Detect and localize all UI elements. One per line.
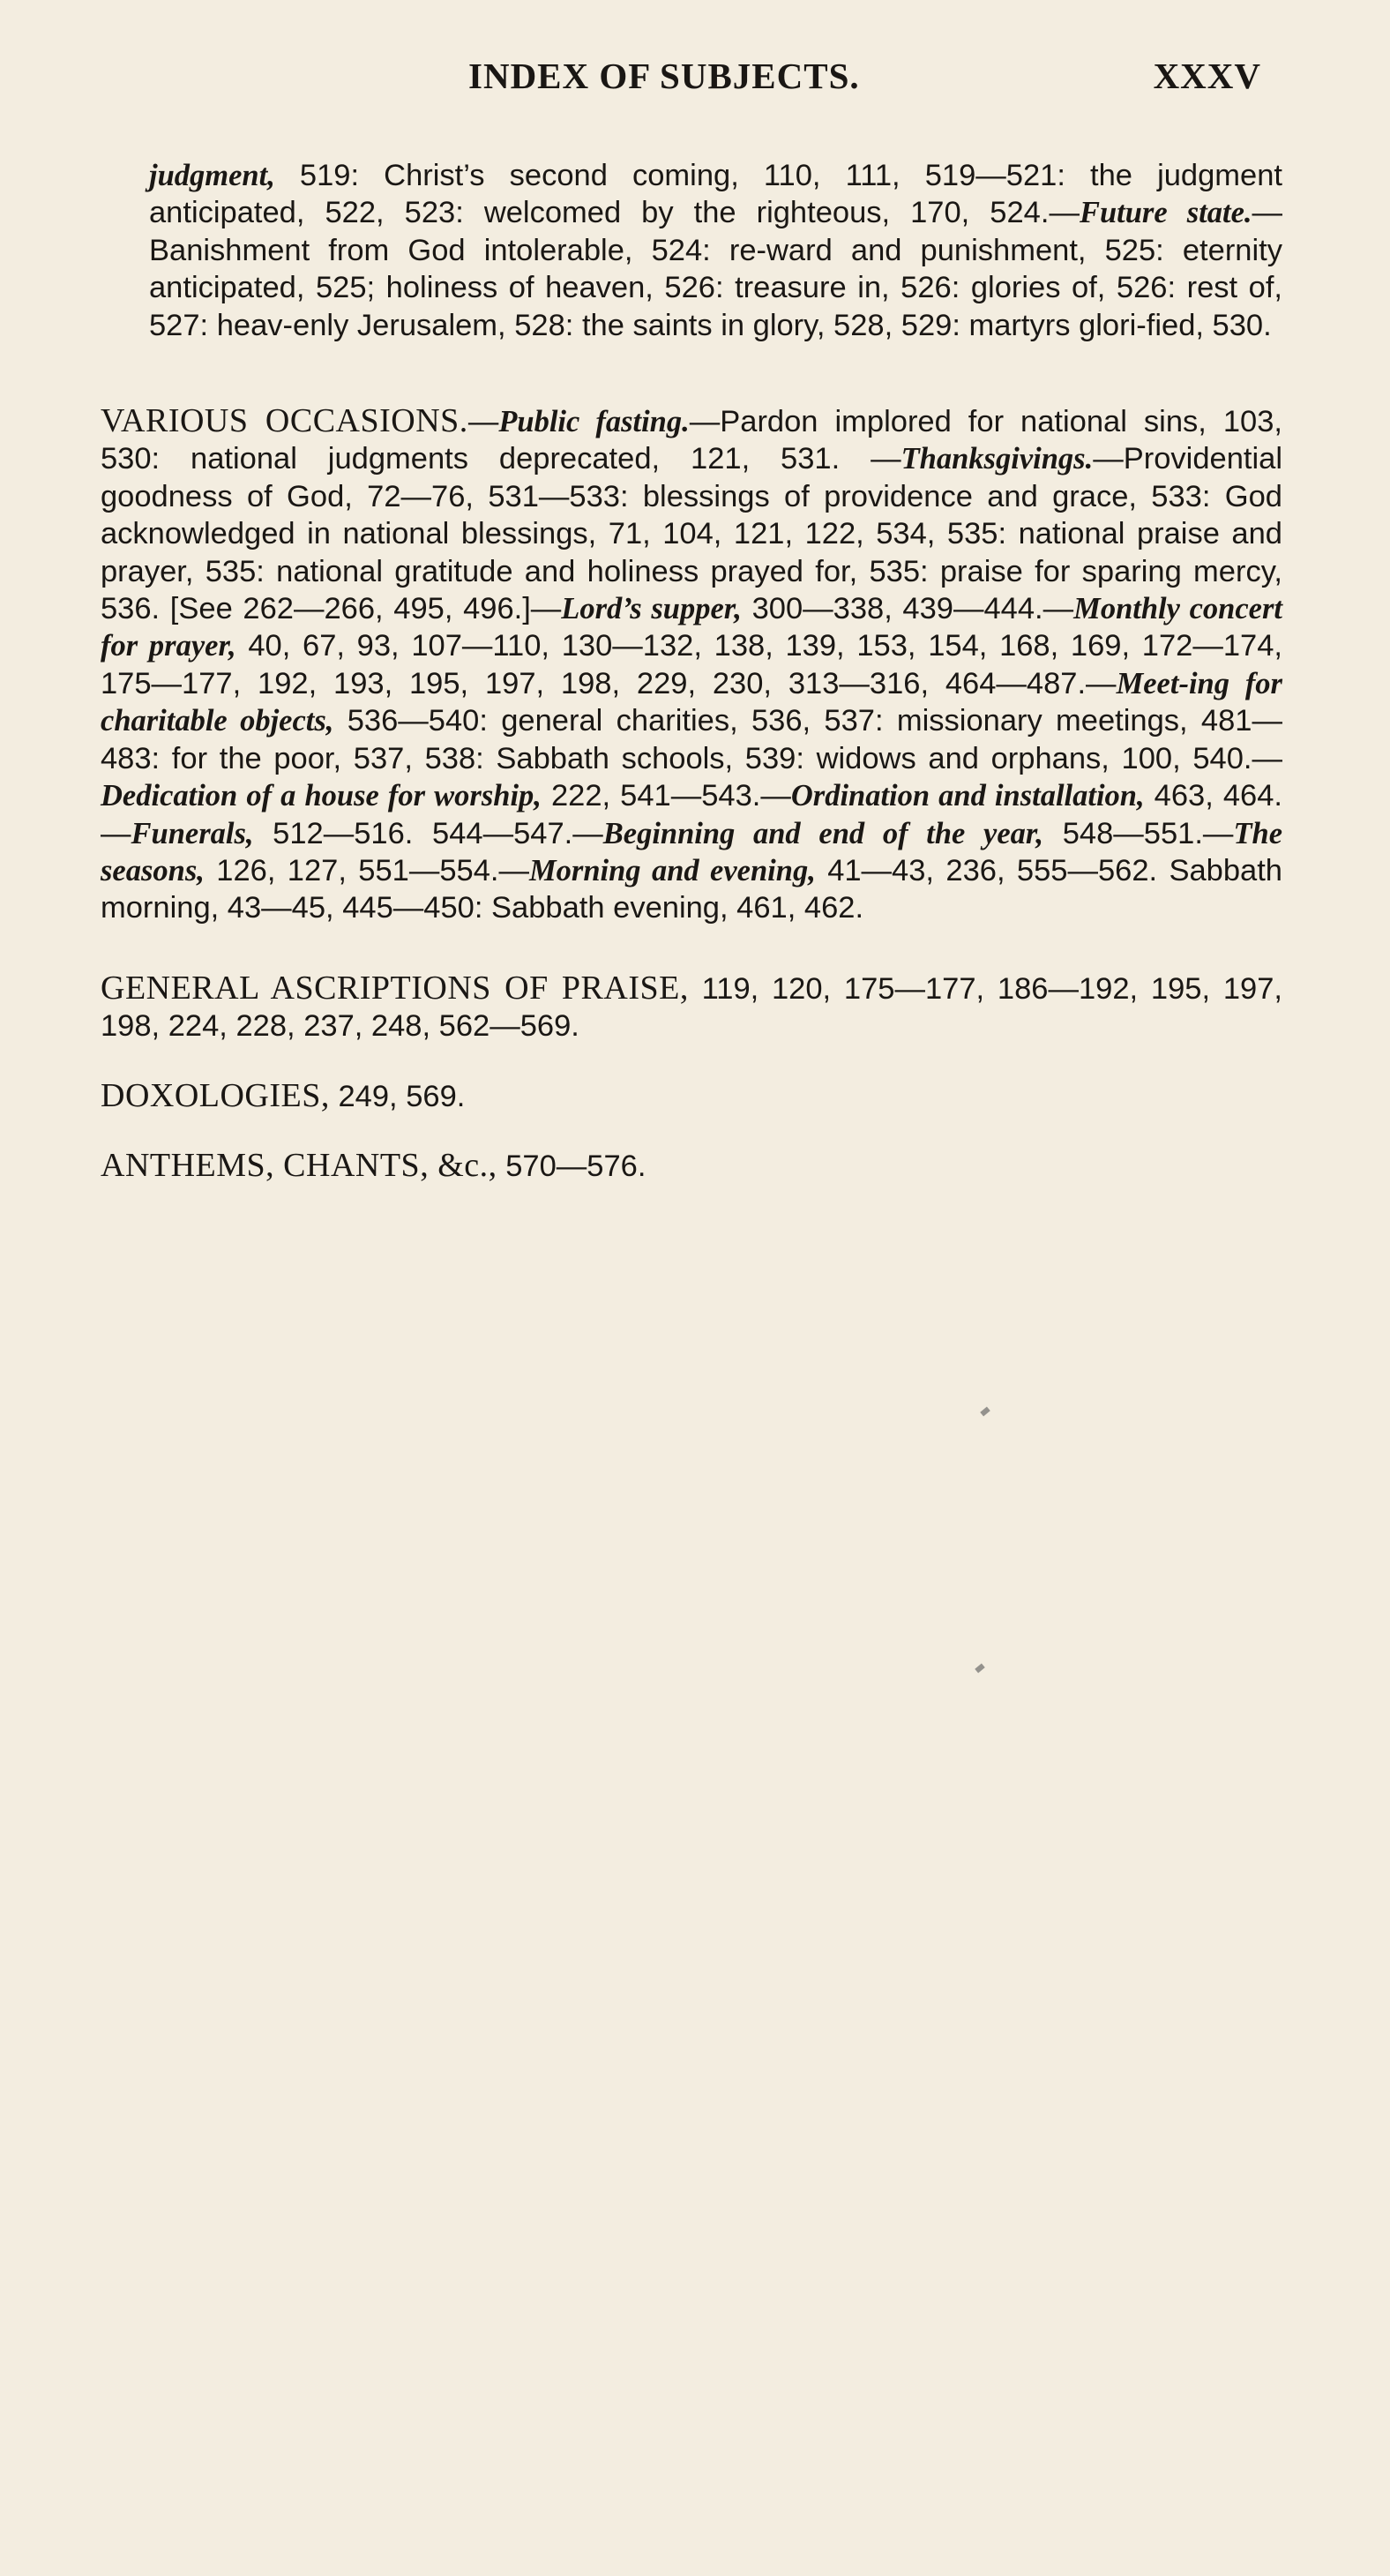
page-number: XXXV <box>1153 56 1261 96</box>
entry-segment: —Providential goodness of God, 72—76, 531—533: blessings of providence and grace, 533: God acknowledged in national blessings, 71, 104, 121, 122, 534, 535: national praise and prayer, 535: national gratitude and holiness prayed for, 535: praise for sparing mercy, 536. [See 262—266, 495, 496.]— <box>101 442 1282 626</box>
subheading-future-state: Future state. <box>1079 196 1252 230</box>
entry-text: 519: Christ’s second coming, 110, 111, 519—521: the judgment anticipated, 522, 523: welcomed by the righteous, 170, 524.— <box>149 159 1282 230</box>
subheading-seasons: The seasons, <box>101 816 1283 887</box>
entry-segment: 300—338, 439—444.— <box>741 592 1074 626</box>
entry-lead-term: judgment, <box>149 159 275 192</box>
index-entry-various-occasions <box>101 402 1282 927</box>
subheading-thanksgivings: Thanksgivings. <box>901 442 1094 476</box>
subheading-morning-evening: Morning and evening, <box>529 853 816 887</box>
subheading-funerals: Funerals, <box>131 816 254 850</box>
index-body <box>101 157 1282 1217</box>
entry-text: 570—576. <box>497 1149 646 1183</box>
header-title: INDEX OF SUBJECTS. <box>468 56 860 96</box>
ink-speck <box>975 1663 985 1673</box>
running-header <box>146 55 1261 108</box>
subheading-public-fasting: Public fasting. <box>498 405 690 439</box>
entry-segment: —Pardon implored for national sins, 103, 530: national judgments deprecated, 121, 531. — <box>101 405 1282 476</box>
subheading-charitable-objects: Meet-ing for charitable objects, <box>101 666 1282 738</box>
entry-segment: 536—540: general charities, 536, 537: missionary meetings, 481—483: for the poor, 537, 538: Sabbath schools, 539: widows and orphans, 100, 540.— <box>101 704 1282 775</box>
subheading-dedication: Dedication of a house for worship, <box>101 779 542 813</box>
entry-text: —Banishment from God intolerable, 524: re-ward and punishment, 525: eternity anticipated, 525; holiness of heaven, 526: treasure in, 526: glories of, 526: rest of, 527: heav-enly Jerusalem, 528: the saints in glory, 528, 529: martyrs glori-fied, 530. <box>149 196 1283 342</box>
entry-heading: GENERAL ASCRIPTIONS OF PRAISE, <box>101 969 689 1007</box>
entry-segment: 222, 541—543.— <box>541 779 791 813</box>
entry-segment: 41—43, 236, 555—562. Sabbath morning, 43—45, 445—450: Sabbath evening, 461, 462. <box>101 853 1282 925</box>
index-entry-doxologies <box>101 1077 1282 1115</box>
entry-segment: — <box>467 405 499 439</box>
entry-segment: 548—551.— <box>1043 816 1234 850</box>
entry-text: 249, 569. <box>329 1079 466 1113</box>
ink-speck <box>980 1406 990 1416</box>
index-entry-anthems <box>101 1147 1282 1185</box>
subheading-monthly-concert: Monthly concert for prayer, <box>101 592 1282 663</box>
subheading-lords-supper: Lord’s supper, <box>561 592 742 626</box>
entry-segment: 512—516. 544—547.— <box>253 816 603 850</box>
entry-segment: 126, 127, 551—554.— <box>204 853 529 887</box>
subheading-ordination: Ordination and installation, <box>790 779 1145 813</box>
entry-segment: 463, 464.— <box>101 779 1282 850</box>
entry-heading: ANTHEMS, CHANTS, &c., <box>101 1146 497 1184</box>
index-entry-general-ascriptions <box>101 970 1282 1045</box>
entry-segment: 40, 67, 93, 107—110, 130—132, 138, 139, 153, 154, 168, 169, 172—174, 175—177, 192, 193, 195, 197, 198, 229, 230, 313—316, 464—487.— <box>101 629 1282 700</box>
entry-heading: VARIOUS OCCASIONS. <box>101 402 468 440</box>
subheading-beginning-end-year: Beginning and end of the year, <box>602 816 1044 850</box>
entry-heading: DOXOLOGIES, <box>101 1076 330 1114</box>
entry-text: 119, 120, 175—177, 186—192, 195, 197, 198, 224, 228, 237, 248, 562—569. <box>101 971 1282 1044</box>
index-entry-judgment <box>101 157 1282 344</box>
